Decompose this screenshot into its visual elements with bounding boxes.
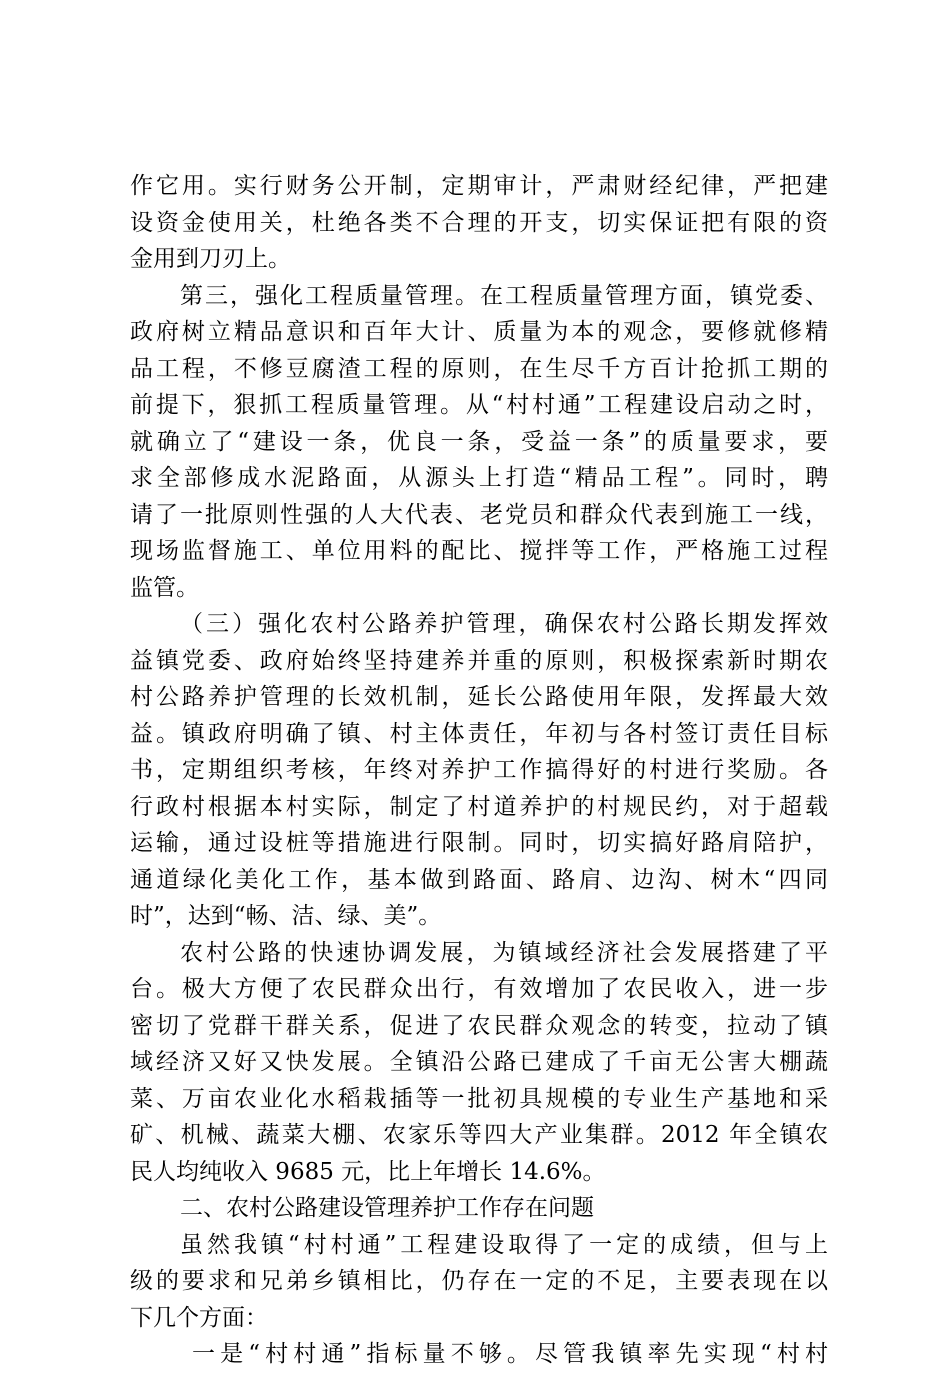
text-line: 通道绿化美化工作，基本做到路面、路肩、边沟、树木“四同	[130, 866, 828, 893]
text-line: 益。镇政府明确了镇、村主体责任，年初与各村签订责任目标	[130, 720, 828, 747]
text-line: 级的要求和兄弟乡镇相比，仍存在一定的不足，主要表现在以	[130, 1268, 828, 1294]
text-line: 民人均纯收入 9685 元，比上年增长 14.6%。	[130, 1158, 606, 1185]
text-line: 作它用。实行财务公开制，定期审计，严肃财经纪律，严把建	[130, 173, 828, 199]
text-line: 益镇党委、政府始终坚持建养并重的原则，积极探索新时期农	[130, 647, 828, 674]
text-line: 密切了党群干群关系，促进了农民群众观念的转变，拉动了镇	[130, 1012, 828, 1039]
text-line: 村公路养护管理的长效机制，延长公路使用年限，发挥最大效	[130, 684, 828, 710]
text-line: 政府树立精品意识和百年大计、质量为本的观念，要修就修精	[130, 319, 828, 345]
text-line: 求全部修成水泥路面，从源头上打造“精品工程”。同时，聘	[130, 465, 828, 491]
text-line: 设资金使用关，杜绝各类不合理的开支，切实保证把有限的资	[130, 209, 828, 236]
text-line: 虽然我镇“村村通”工程建设取得了一定的成绩，但与上	[180, 1231, 828, 1258]
text-line: 运输，通过设桩等措施进行限制。同时，切实搞好路肩陪护，	[130, 830, 828, 856]
document-body	[130, 168, 828, 1373]
text-line: （三）强化农村公路养护管理，确保农村公路长期发挥效	[180, 611, 828, 637]
text-line: 矿、机械、蔬菜大棚、农家乐等四大产业集群。2012 年全镇农	[130, 1122, 828, 1148]
text-line: 监管。	[130, 574, 199, 601]
text-line: 下几个方面：	[130, 1304, 268, 1331]
text-line: 二、农村公路建设管理养护工作存在问题	[180, 1195, 594, 1221]
text-line: 现场监督施工、单位用料的配比、搅拌等工作，严格施工过程	[130, 538, 828, 564]
text-line: 一是“村村通”指标量不够。尽管我镇率先实现“村村	[192, 1341, 828, 1367]
text-line: 台。极大方便了农民群众出行，有效增加了农民收入，进一步	[130, 976, 828, 1002]
text-line: 书，定期组织考核，年终对养护工作搞得好的村进行奖励。各	[130, 757, 828, 783]
text-line: 行政村根据本村实际，制定了村道养护的村规民约，对于超载	[130, 793, 828, 820]
text-line: 第三，强化工程质量管理。在工程质量管理方面，镇党委、	[180, 282, 828, 309]
text-line: 金用到刀刃上。	[130, 246, 291, 272]
text-line: 请了一批原则性强的人大代表、老党员和群众代表到施工一线，	[130, 501, 828, 528]
text-line: 就确立了“建设一条，优良一条，受益一条”的质量要求，要	[130, 428, 828, 455]
text-line: 农村公路的快速协调发展，为镇域经济社会发展搭建了平	[180, 939, 828, 966]
text-line: 菜、万亩农业化水稻栽插等一批初具规模的专业生产基地和采	[130, 1085, 828, 1112]
text-line: 时”，达到“畅、洁、绿、美”。	[130, 903, 442, 929]
text-line: 品工程，不修豆腐渣工程的原则，在生尽千方百计抢抓工期的	[130, 355, 828, 382]
text-line: 前提下，狠抓工程质量管理。从“村村通”工程建设启动之时，	[130, 392, 828, 418]
text-line: 域经济又好又快发展。全镇沿公路已建成了千亩无公害大棚蔬	[130, 1049, 828, 1075]
